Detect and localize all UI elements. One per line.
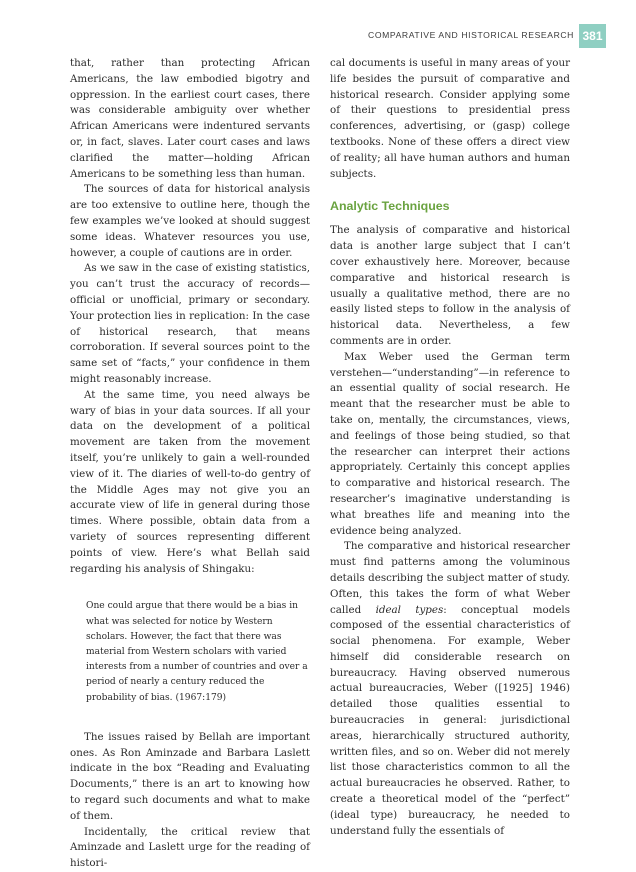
left-column (70, 56, 310, 872)
running-head: COMPARATIVE AND HISTORICAL RESEARCH (368, 30, 574, 40)
term-ideal-types: ideal types (375, 603, 444, 616)
paragraph: The analysis of comparative and historical data is another large subject that I can’t cover exhaustively here. Moreover, because comparative and historical research is usually a qualitative method, there are no easily listed steps to follow in the analysis of historical data. Nevertheless, a few comments are in order. (330, 224, 570, 347)
paragraph: The sources of data for historical analysis are too extensive to outline here, though the few examples we’ve looked at should suggest some ideas. Whatever resources you use, however, a couple of cautions are in order. (70, 183, 310, 259)
page-header (0, 24, 636, 48)
block-quote: One could argue that there would be a bias in what was selected for notice by Western scholars. However, the fact that there was material from Western scholars with varied interests from a number of countries and over a period of nearly a century reduced the probability of bias. (1967:179) (86, 601, 308, 703)
paragraph: At the same time, you need always be wary of bias in your data sources. If all your data on the development of a political movement are taken from the movement itself, you’re unlikely to gain a well-rounded view of it. The diaries of well-to-do gentry of the Middle Ages may not give you an accurate view of life in general during those times. Where possible, obtain data from a variety of sources representing different points of view. Here’s what Bellah said regarding his analysis of Shingaku: (70, 388, 310, 575)
right-column (330, 56, 570, 839)
paragraph: The issues raised by Bellah are important ones. As Ron Aminzade and Barbara Laslett indicate in the box “Reading and Evaluating Documents,” there is an art to knowing how to regard such documents and what to make of them. (70, 730, 310, 822)
page-number: 381 (579, 24, 606, 48)
paragraph-ideal-types (330, 539, 570, 839)
paragraph: that, rather than protecting African Americans, the law embodied bigotry and oppression. In the earliest court cases, there was considerable ambiguity over whether African Americans were indentured servants or, in fact, slaves. Later court cases and laws clarified the matter—holding African Americans to be something less than human. (70, 57, 310, 180)
paragraph: Max Weber used the German term verstehen—“understanding”—in reference to an essential quality of social research. He meant that the researcher must be able to take on, mentally, the circumstances, views, and feelings of those being studied, so that the researcher can interpret their actions appropriately. Certainly this concept applies to comparative and historical research. The researcher’s imaginative understanding is what breathes life and meaning into the evidence being analyzed. (330, 350, 570, 537)
text-run: : conceptual models composed of the essential characteristics of social phenomena. For example, Weber himself did considerable research on bureaucracy. Having observed numerous actual bureaucracies, Weber ([1925] 1946) detailed those qualities essential to bureaucracies in general: jurisdictional areas, hierarchically structured authority, written files, and so on. Weber did not merely list those characteristics common to all the actual bureaucracies he observed. Rather, to create a theoretical model of the “perfect” (ideal type) bureaucracy, he needed to understand fully the essentials of (330, 603, 570, 837)
paragraph: cal documents is useful in many areas of your life besides the pursuit of comparative and historical research. Consider applying some of their questions to presidential press conferences, advertising, or (gasp) college textbooks. None of these offers a direct view of reality; all have human authors and human subjects. (330, 57, 570, 180)
paragraph: As we saw in the case of existing statistics, you can’t trust the accuracy of records—official or unofficial, primary or secondary. Your protection lies in replication: In the case of historical research, that means corroboration. If several sources point to the same set of “facts,” your confidence in them might reasonably increase. (70, 262, 310, 385)
paragraph: Incidentally, the critical review that Aminzade and Laslett urge for the reading of histori- (70, 825, 310, 870)
text-run: The comparative and historical researcher must find patterns among the voluminous details describing the subject matter of study. Often, this takes the form of what Weber called (330, 540, 570, 616)
section-heading: Analytic Techniques (330, 199, 450, 214)
